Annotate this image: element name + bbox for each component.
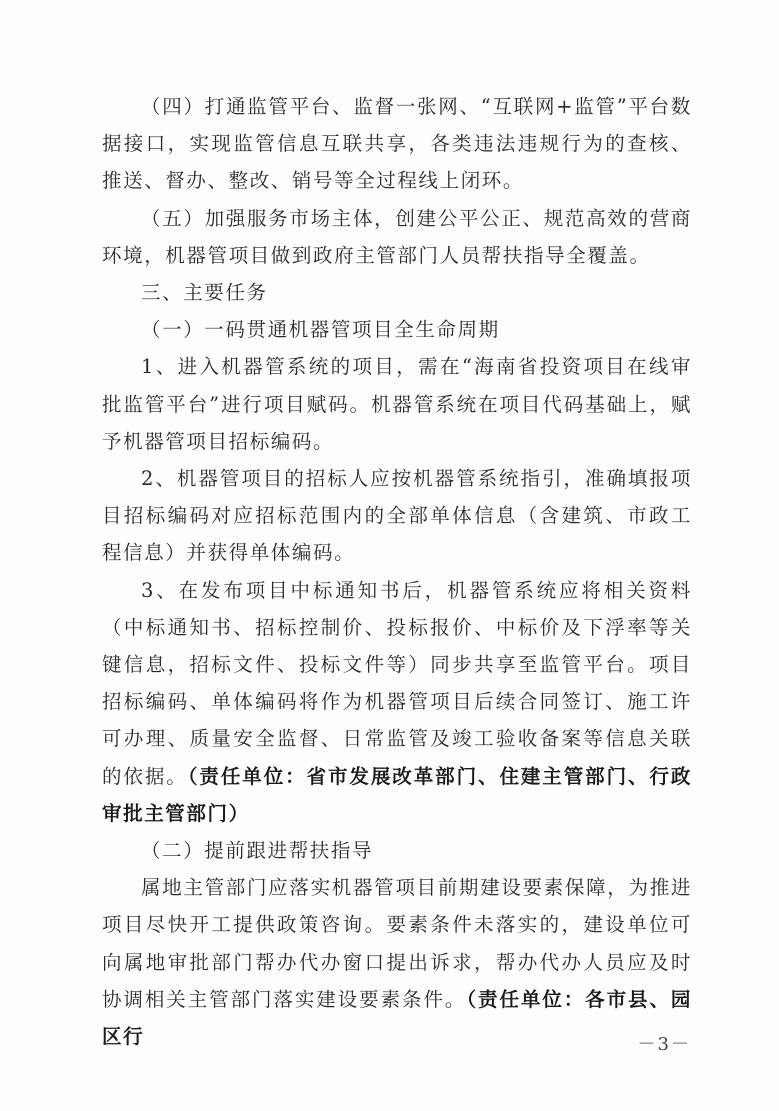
item-3 [102,572,692,832]
item-1-text: 1、进入机器管系统的项目，需在“海南省投资项目在线审批监管平台”进行项目赋码。机器管系统在项目代码基础上，赋予机器管项目招标编码。 [102,355,692,453]
paragraph-4 [102,88,692,200]
subheading-1-text: （一）一码贯通机器管项目全生命周期 [141,318,500,342]
responsibility-note-2: （责任单位：各市县、园区行 [102,987,692,1049]
paragraph-5-text: （五）加强服务市场主体，创建公平公正、规范高效的营商环境，机器管项目做到政府主管部门人员帮扶指导全覆盖。 [102,206,692,267]
item-3-text: 3、在发布项目中标通知书后，机器管系统应将相关资料（中标通知书、招标控制价、投标报价、中标价及下浮率等关键信息，招标文件、投标文件等）同步共享至监管平台。项目招标编码、单体编码将作为机器管项目后续合同签订、施工许可办理、质量安全监督、日常监管及竣工验收备案等信息关联的依据。 [102,578,692,788]
section-heading-main-tasks [102,274,692,311]
paragraph-5 [102,200,692,274]
responsibility-note-1: （责任单位：省市发展改革部门、住建主管部门、行政审批主管部门） [102,764,692,825]
section-heading-text: 三、主要任务 [141,281,268,305]
page-number: －3－ [637,1034,691,1055]
document-body [102,88,692,1055]
paragraph-4-text: （四）打通监管平台、监督一张网、“互联网+监管”平台数据接口，实现监管信息互联共享，各类违法违规行为的查核、推送、督办、整改、销号等全过程线上闭环。 [102,95,692,193]
subheading-2 [102,832,692,869]
item-1 [102,348,692,460]
item-2-text: 2、机器管项目的招标人应按机器管系统指引，准确填报项目招标编码对应招标范围内的全部单体信息（含建筑、市政工程信息）并获得单体编码。 [102,467,692,565]
item-2 [102,460,692,572]
subheading-1 [102,311,692,348]
item-4-text: 属地主管部门应落实机器管项目前期建设要素保障，为推进项目尽快开工提供政策咨询。要素条件未落实的，建设单位可向属地审批部门帮办代办窗口提出诉求，帮办代办人员应及时协调相关主管部门落实建设要素条件。 [102,876,692,1011]
item-4 [102,869,692,1055]
subheading-2-text: （二）提前跟进帮扶指导 [141,839,374,863]
